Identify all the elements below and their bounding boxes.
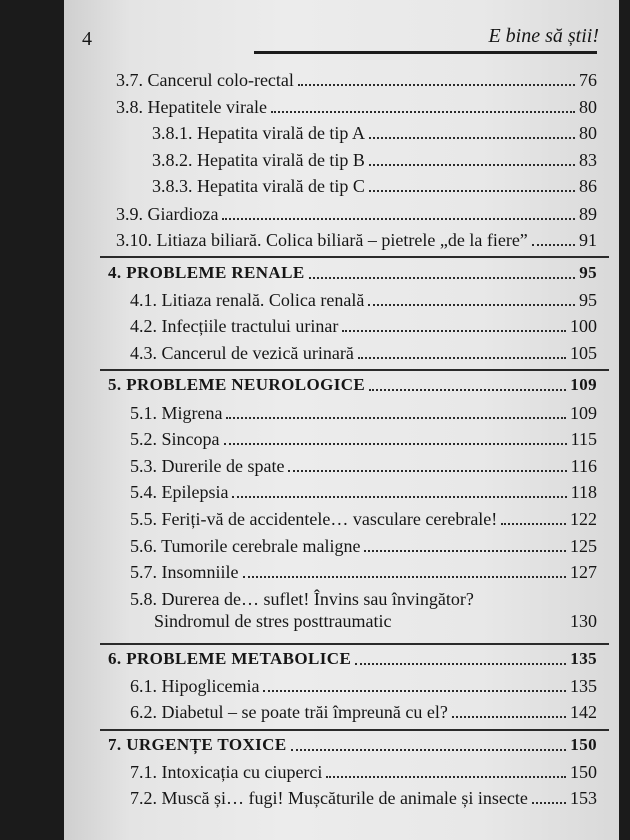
toc-entry: 6.2. Diabetul – se poate trăi împreună cu el? 142 xyxy=(130,702,597,722)
toc-entry: 6.1. Hipoglicemia 135 xyxy=(130,676,597,696)
book-page xyxy=(64,0,619,840)
page-number: 4 xyxy=(82,28,92,50)
toc-chapter: 6. PROBLEME METABOLICE 135 xyxy=(108,649,597,668)
toc-entry: 3.8.3. Hepatita virală de tip C 86 xyxy=(152,176,597,196)
toc-entry: 7.2. Muscă și… fugi! Mușcăturile de animale și insecte 153 xyxy=(130,788,597,808)
toc-chapter: 7. URGENȚE TOXICE 150 xyxy=(108,735,597,754)
toc-entry: 5.6. Tumorile cerebrale maligne 125 xyxy=(130,536,597,556)
toc-chapter: 5. PROBLEME NEUROLOGICE 109 xyxy=(108,375,597,394)
toc-entry: 4.3. Cancerul de vezică urinară 105 xyxy=(130,343,597,363)
toc-entry: 5.7. Insomniile 127 xyxy=(130,562,597,582)
toc-entry: 5.1. Migrena 109 xyxy=(130,403,597,423)
section-rule xyxy=(100,729,609,731)
toc-entry: 5.3. Durerile de spate 116 xyxy=(130,456,597,476)
header-rule xyxy=(254,51,597,54)
toc-entry: 5.2. Sincopa 115 xyxy=(130,429,597,449)
toc-entry: 4.1. Litiaza renală. Colica renală 95 xyxy=(130,290,597,310)
toc-entry: 3.8. Hepatitele virale 80 xyxy=(116,97,597,117)
toc-entry: 5.4. Epilepsia 118 xyxy=(130,482,597,502)
toc-entry: 3.8.1. Hepatita virală de tip A 80 xyxy=(152,123,597,143)
toc-entry: 3.10. Litiaza biliară. Colica biliară – pietrele „de la fiere” 91 xyxy=(116,230,597,250)
section-rule xyxy=(100,369,609,371)
toc-entry: 3.7. Cancerul colo-rectal 76 xyxy=(116,70,597,90)
toc-chapter: 4. PROBLEME RENALE 95 xyxy=(108,263,597,282)
toc-entry: 3.8.2. Hepatita virală de tip B 83 xyxy=(152,150,597,170)
toc-entry: 5.8. Durerea de… suflet! Învins sau învingător? Sindromul de stres posttraumatic 130 xyxy=(130,589,597,631)
toc-entry: 4.2. Infecțiile tractului urinar 100 xyxy=(130,316,597,336)
toc-entry: 3.9. Giardioza 89 xyxy=(116,204,597,224)
toc-entry: 5.5. Feriți-vă de accidentele… vasculare cerebrale! 122 xyxy=(130,509,597,529)
section-rule xyxy=(100,256,609,258)
running-title: E bine să știi! xyxy=(488,25,599,47)
toc-entry: 7.1. Intoxicația cu ciuperci 150 xyxy=(130,762,597,782)
section-rule xyxy=(100,643,609,645)
